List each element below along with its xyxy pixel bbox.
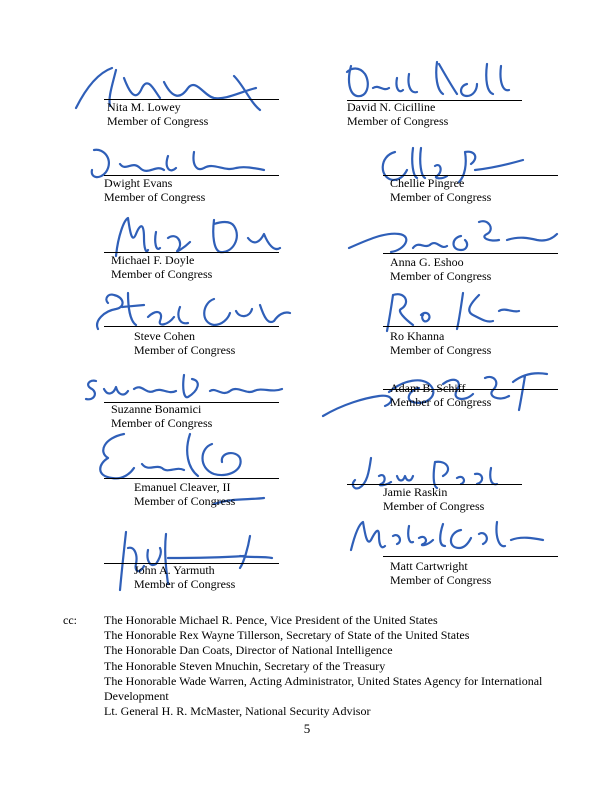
- cc-recipient: Lt. General H. R. McMaster, National Security Advisor: [104, 704, 371, 719]
- handwritten-signature: [343, 281, 573, 341]
- signature-block-evans: [104, 140, 279, 210]
- signatory-name: Suzanne Bonamici: [111, 402, 202, 416]
- signatory-title: Member of Congress: [111, 267, 213, 281]
- signatory-name: Nita M. Lowey: [107, 100, 181, 114]
- signatory-title: Member of Congress: [111, 416, 213, 430]
- signature-block-eshoo: [383, 210, 558, 283]
- signatory-title: Member of Congress: [134, 577, 236, 591]
- page-number: 5: [303, 721, 311, 736]
- cc-recipient: The Honorable Wade Warren, Acting Administrator, United States Agency for International: [104, 673, 543, 688]
- signatory-title: Member of Congress: [390, 190, 492, 204]
- signatory-name: Jamie Raskin: [383, 485, 448, 499]
- signatory-title: Member of Congress: [383, 499, 485, 513]
- signature-block-doyle: [104, 208, 279, 280]
- signature-block-lowey: [104, 58, 279, 128]
- cc-recipient: The Honorable Steven Mnuchin, Secretary of the Treasury: [104, 658, 386, 673]
- signatory-title: Member of Congress: [390, 269, 492, 283]
- cc-recipient: The Honorable Rex Wayne Tillerson, Secretary of State of the United States: [104, 628, 470, 643]
- handwritten-signature: [64, 138, 294, 198]
- signatory-name: David N. Cicilline: [347, 100, 436, 114]
- signatory-title: Member of Congress: [134, 494, 236, 508]
- signatory-title: Member of Congress: [390, 573, 492, 587]
- cc-label: cc:: [63, 613, 77, 627]
- signature-block-pingree: [383, 140, 558, 210]
- signature-block-cohen: [104, 283, 279, 355]
- signatory-name: Anna G. Eshoo: [390, 255, 464, 269]
- cc-recipient: Development: [104, 689, 169, 704]
- signatory-name: Steve Cohen: [134, 329, 195, 343]
- signatory-name: Chellie Pingree: [390, 176, 465, 190]
- signatory-name: Emanuel Cleaver, II: [134, 480, 231, 494]
- cc-recipient: The Honorable Michael R. Pence, Vice President of the United States: [104, 613, 438, 627]
- signatory-title: Member of Congress: [390, 343, 492, 357]
- signatory-title: Member of Congress: [104, 190, 206, 204]
- signature-block-schiff: [383, 362, 558, 434]
- signatory-title: Member of Congress: [134, 343, 236, 357]
- signatory-name: Ro Khanna: [390, 329, 445, 343]
- signature-block-yarmuth: [104, 528, 279, 612]
- signatory-name: Dwight Evans: [104, 176, 173, 190]
- cc-recipient-list: [104, 613, 544, 719]
- signature-block-khanna: [383, 283, 558, 355]
- signature-block-cartwright: [383, 510, 558, 587]
- signature-block-cleaver: [104, 428, 279, 518]
- signatory-name: Matt Cartwright: [390, 559, 468, 573]
- signatory-name: Michael F. Doyle: [111, 253, 195, 267]
- signatory-name: Adam B. Schiff: [390, 381, 466, 395]
- signatory-name: John A. Yarmuth: [134, 563, 215, 577]
- signatory-title: Member of Congress: [107, 114, 209, 128]
- cc-recipient: The Honorable Dan Coats, Director of National Intelligence: [104, 643, 393, 658]
- signatory-title: Member of Congress: [347, 114, 449, 128]
- signature-block-bonamici: [104, 365, 279, 435]
- signatory-title: Member of Congress: [390, 395, 492, 409]
- signature-block-cicilline: [347, 54, 522, 128]
